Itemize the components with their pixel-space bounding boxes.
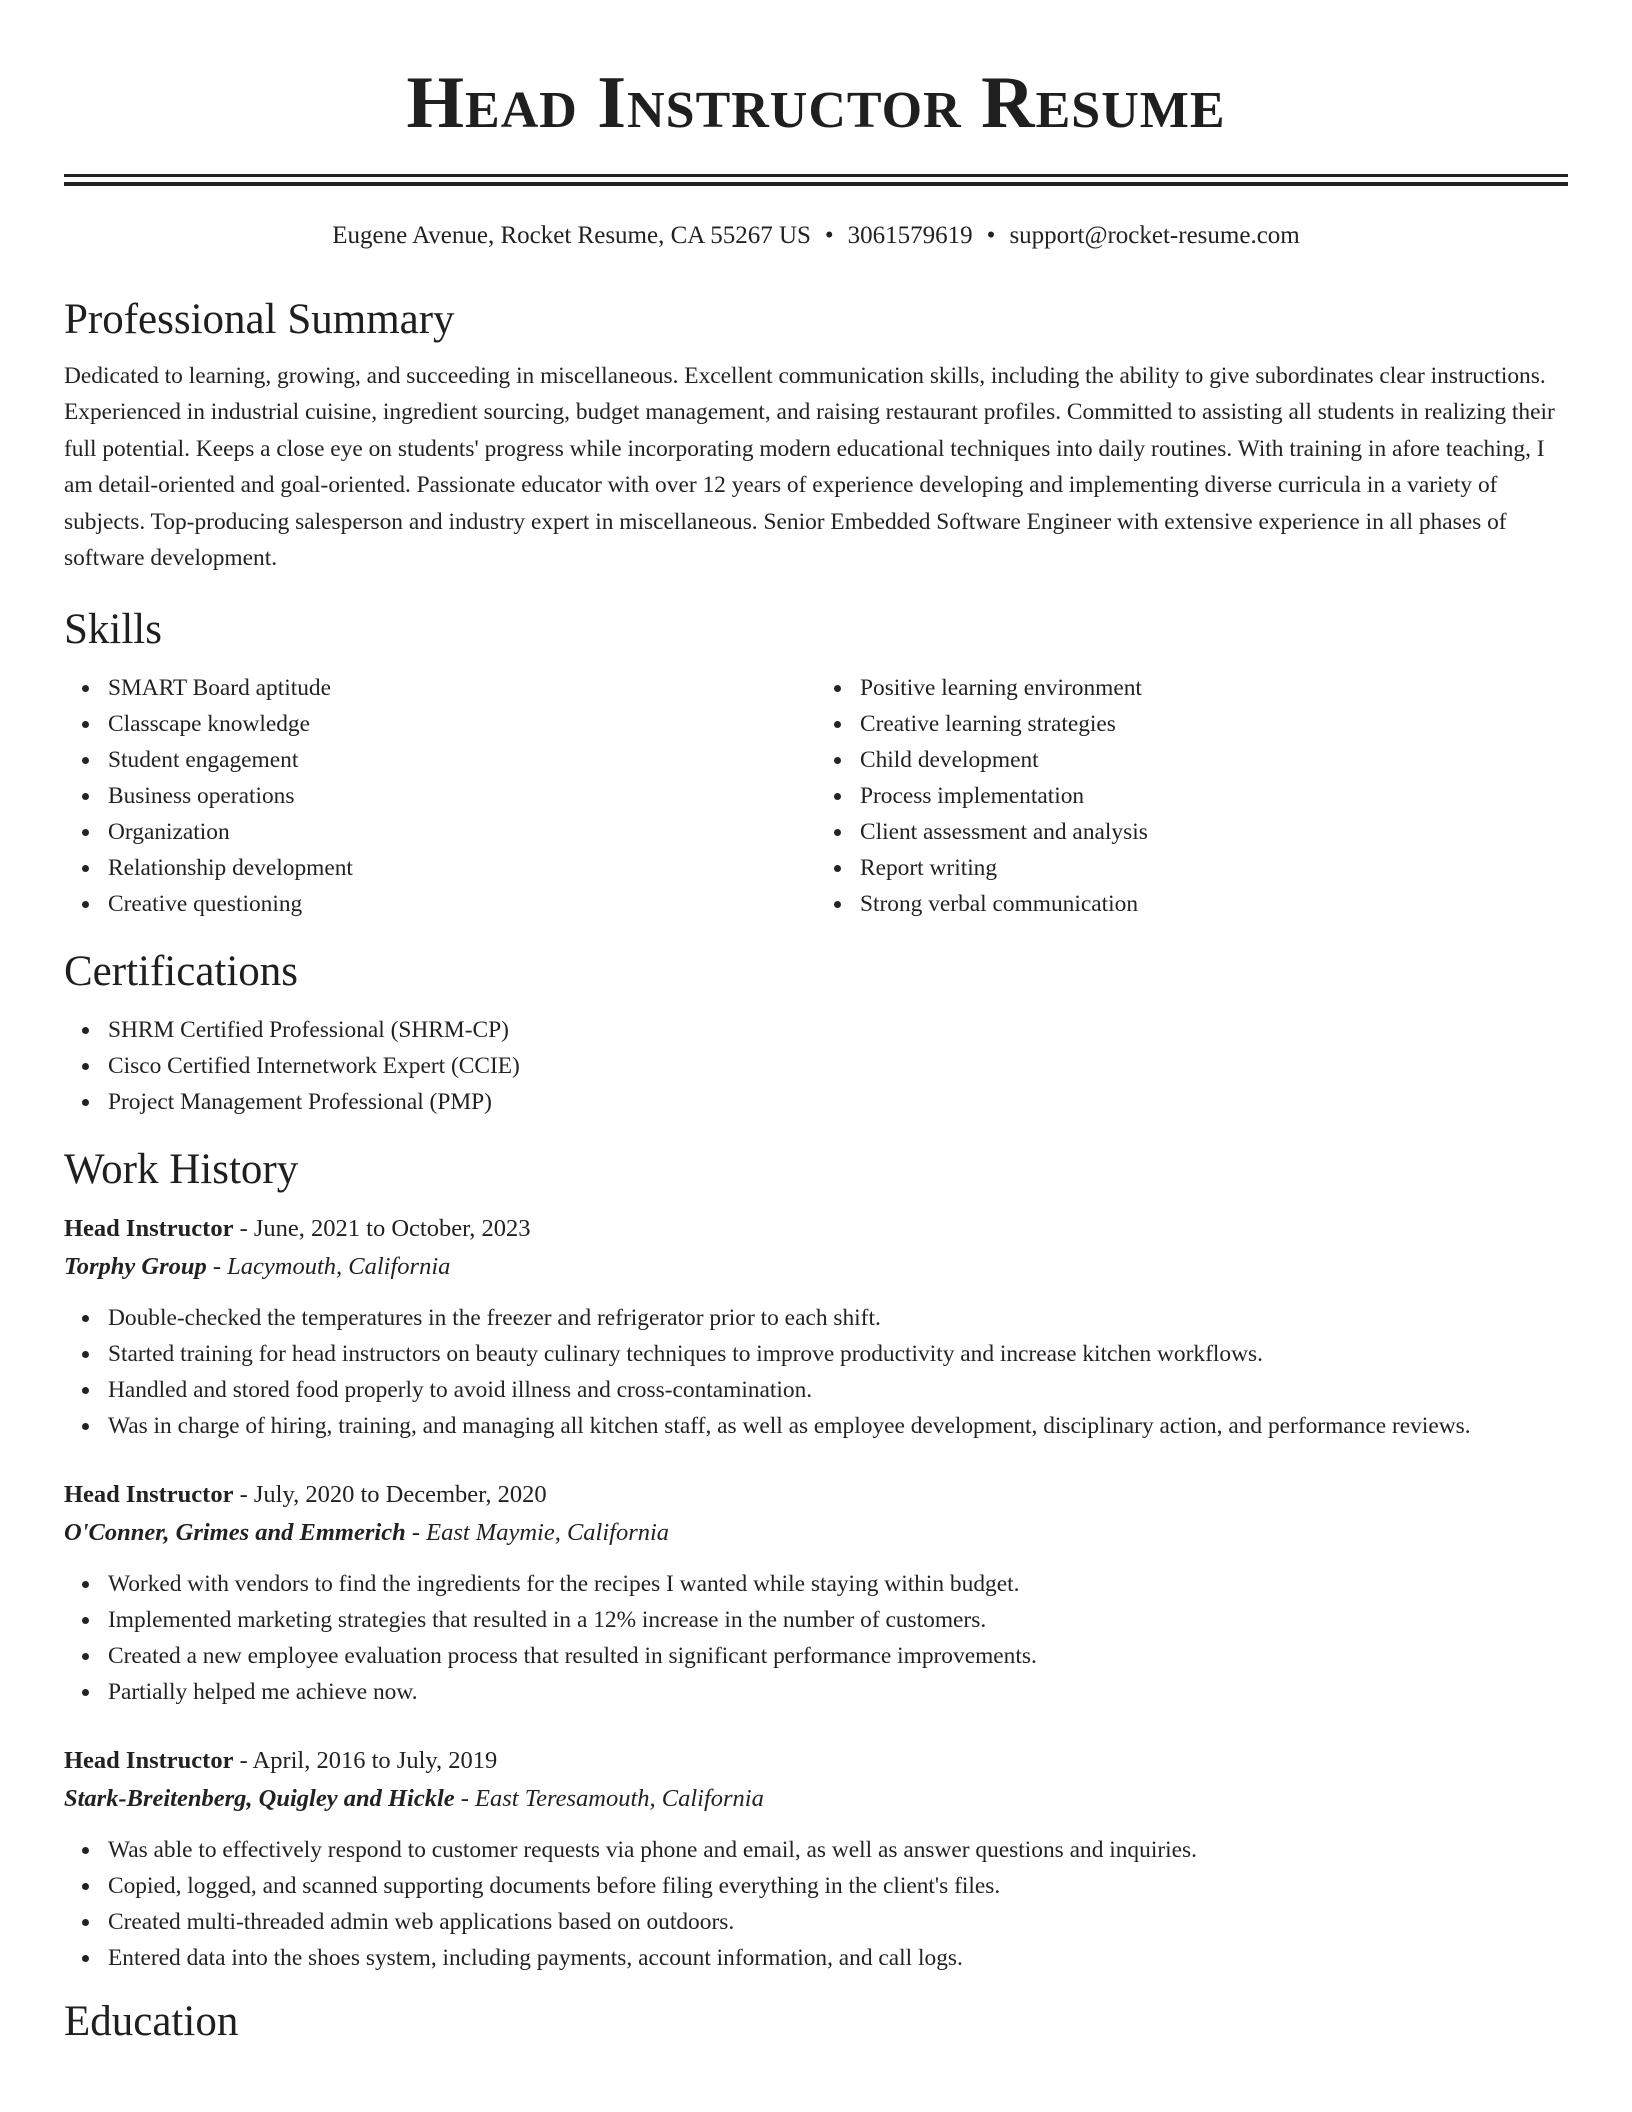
skills-section (64, 604, 1568, 922)
job-duties (64, 1566, 1568, 1710)
work-history-heading: Work History (64, 1146, 299, 1194)
job-dates: - July, 2020 to December, 2020 (233, 1481, 547, 1509)
certifications-section (64, 946, 1568, 1120)
job-title: Head Instructor (64, 1747, 234, 1775)
job-duty-item: Implemented marketing strategies that resulted in a 12% increase in the number of customers. (108, 1602, 1568, 1638)
contact-phone: 3061579619 (847, 222, 973, 249)
job-duties (64, 1832, 1568, 1976)
job-duty-item: Was in charge of hiring, training, and managing all kitchen staff, as well as employee development, disciplinary action, and performance reviews. (108, 1408, 1568, 1444)
certification-item: Project Management Professional (PMP) (108, 1084, 1568, 1120)
company-line (64, 1514, 1568, 1552)
skill-item: Creative learning strategies (860, 706, 1568, 742)
certification-item: SHRM Certified Professional (SHRM-CP) (108, 1012, 1568, 1048)
summary-heading: Professional Summary (64, 296, 455, 343)
skills-list-right (816, 670, 1568, 922)
company-location: - East Maymie, California (405, 1519, 670, 1547)
job-entry (64, 1210, 1568, 1444)
title-divider-thin (64, 174, 1568, 177)
company-location: - Lacymouth, California (206, 1253, 451, 1281)
job-duty-item: Handled and stored food properly to avoid illness and cross-contamination. (108, 1372, 1568, 1408)
job-duty-item: Entered data into the shoes system, including payments, account information, and call logs. (108, 1940, 1568, 1976)
contact-email: support@rocket-resume.com (1009, 222, 1300, 249)
contact-address: Eugene Avenue, Rocket Resume, CA 55267 US (332, 222, 811, 249)
job-dates: - April, 2016 to July, 2019 (233, 1747, 498, 1775)
summary-section (64, 294, 1568, 576)
job-duty-item: Partially helped me achieve now. (108, 1674, 1568, 1710)
skill-item: Creative questioning (108, 886, 816, 922)
skill-item: Classcape knowledge (108, 706, 816, 742)
certifications-list (64, 1012, 1568, 1120)
certifications-heading: Certifications (64, 948, 299, 996)
job-title-line (64, 1210, 1568, 1248)
skill-item: SMART Board aptitude (108, 670, 816, 706)
job-entry (64, 1742, 1568, 1976)
skills-columns (64, 670, 1568, 922)
job-duty-item: Copied, logged, and scanned supporting documents before filing everything in the client's files. (108, 1868, 1568, 1904)
company-name: O'Conner, Grimes and Emmerich (64, 1519, 406, 1547)
job-dates: - June, 2021 to October, 2023 (233, 1215, 531, 1243)
company-name: Stark-Breitenberg, Quigley and Hickle (64, 1785, 455, 1813)
skill-item: Business operations (108, 778, 816, 814)
skill-item: Positive learning environment (860, 670, 1568, 706)
job-title: Head Instructor (64, 1481, 234, 1509)
job-title-line (64, 1476, 1568, 1514)
contact-separator: • (986, 222, 996, 249)
job-duty-item: Was able to effectively respond to customer requests via phone and email, as well as answer questions and inquiries. (108, 1832, 1568, 1868)
contact-line (64, 220, 1568, 252)
skills-heading: Skills (64, 606, 162, 654)
job-duty-item: Created multi-threaded admin web applications based on outdoors. (108, 1904, 1568, 1940)
skill-item: Report writing (860, 850, 1568, 886)
job-entry (64, 1476, 1568, 1710)
job-title: Head Instructor (64, 1215, 234, 1243)
skill-item: Client assessment and analysis (860, 814, 1568, 850)
skill-item: Process implementation (860, 778, 1568, 814)
job-duty-item: Worked with vendors to find the ingredients for the recipes I wanted while staying within budget. (108, 1566, 1568, 1602)
page-title: Head Instructor Resume (406, 62, 1226, 144)
contact-separator: • (824, 222, 834, 249)
company-line (64, 1780, 1568, 1818)
job-duty-item: Started training for head instructors on beauty culinary techniques to improve productivity and increase kitchen workflows. (108, 1336, 1568, 1372)
company-name: Torphy Group (64, 1253, 207, 1281)
skill-item: Strong verbal communication (860, 886, 1568, 922)
skill-item: Student engagement (108, 742, 816, 778)
title-divider-thick (64, 182, 1568, 186)
education-section (64, 1996, 1568, 2048)
job-title-line (64, 1742, 1568, 1780)
skills-list-left (64, 670, 816, 922)
company-location: - East Teresamouth, California (454, 1785, 764, 1813)
skill-item: Child development (860, 742, 1568, 778)
job-duty-item: Created a new employee evaluation process that resulted in significant performance improvements. (108, 1638, 1568, 1674)
company-line (64, 1248, 1568, 1286)
job-duty-item: Double-checked the temperatures in the freezer and refrigerator prior to each shift. (108, 1300, 1568, 1336)
work-history-section (64, 1144, 1568, 1976)
education-heading: Education (64, 1998, 239, 2046)
skill-item: Organization (108, 814, 816, 850)
certification-item: Cisco Certified Internetwork Expert (CCIE) (108, 1048, 1568, 1084)
skill-item: Relationship development (108, 850, 816, 886)
job-duties (64, 1300, 1568, 1444)
summary-text: Dedicated to learning, growing, and succeeding in miscellaneous. Excellent communication skills, including the ability to give subordinates clear instructions. Experienced in industrial cuisine, ingredient sourcing, budget management, and raising restaurant profiles. Committed to assisting all students in realizing their full potential. Keeps a close eye on students' progress while incorporating modern educational techniques into daily routines. With training in afore teaching, I am detail-oriented and goal-oriented. Passionate educator with over 12 years of experience developing and implementing diverse curricula in a variety of subjects. Top-producing salesperson and industry expert in miscellaneous. Senior Embedded Software Engineer with extensive experience in all phases of software development. (64, 363, 1555, 572)
